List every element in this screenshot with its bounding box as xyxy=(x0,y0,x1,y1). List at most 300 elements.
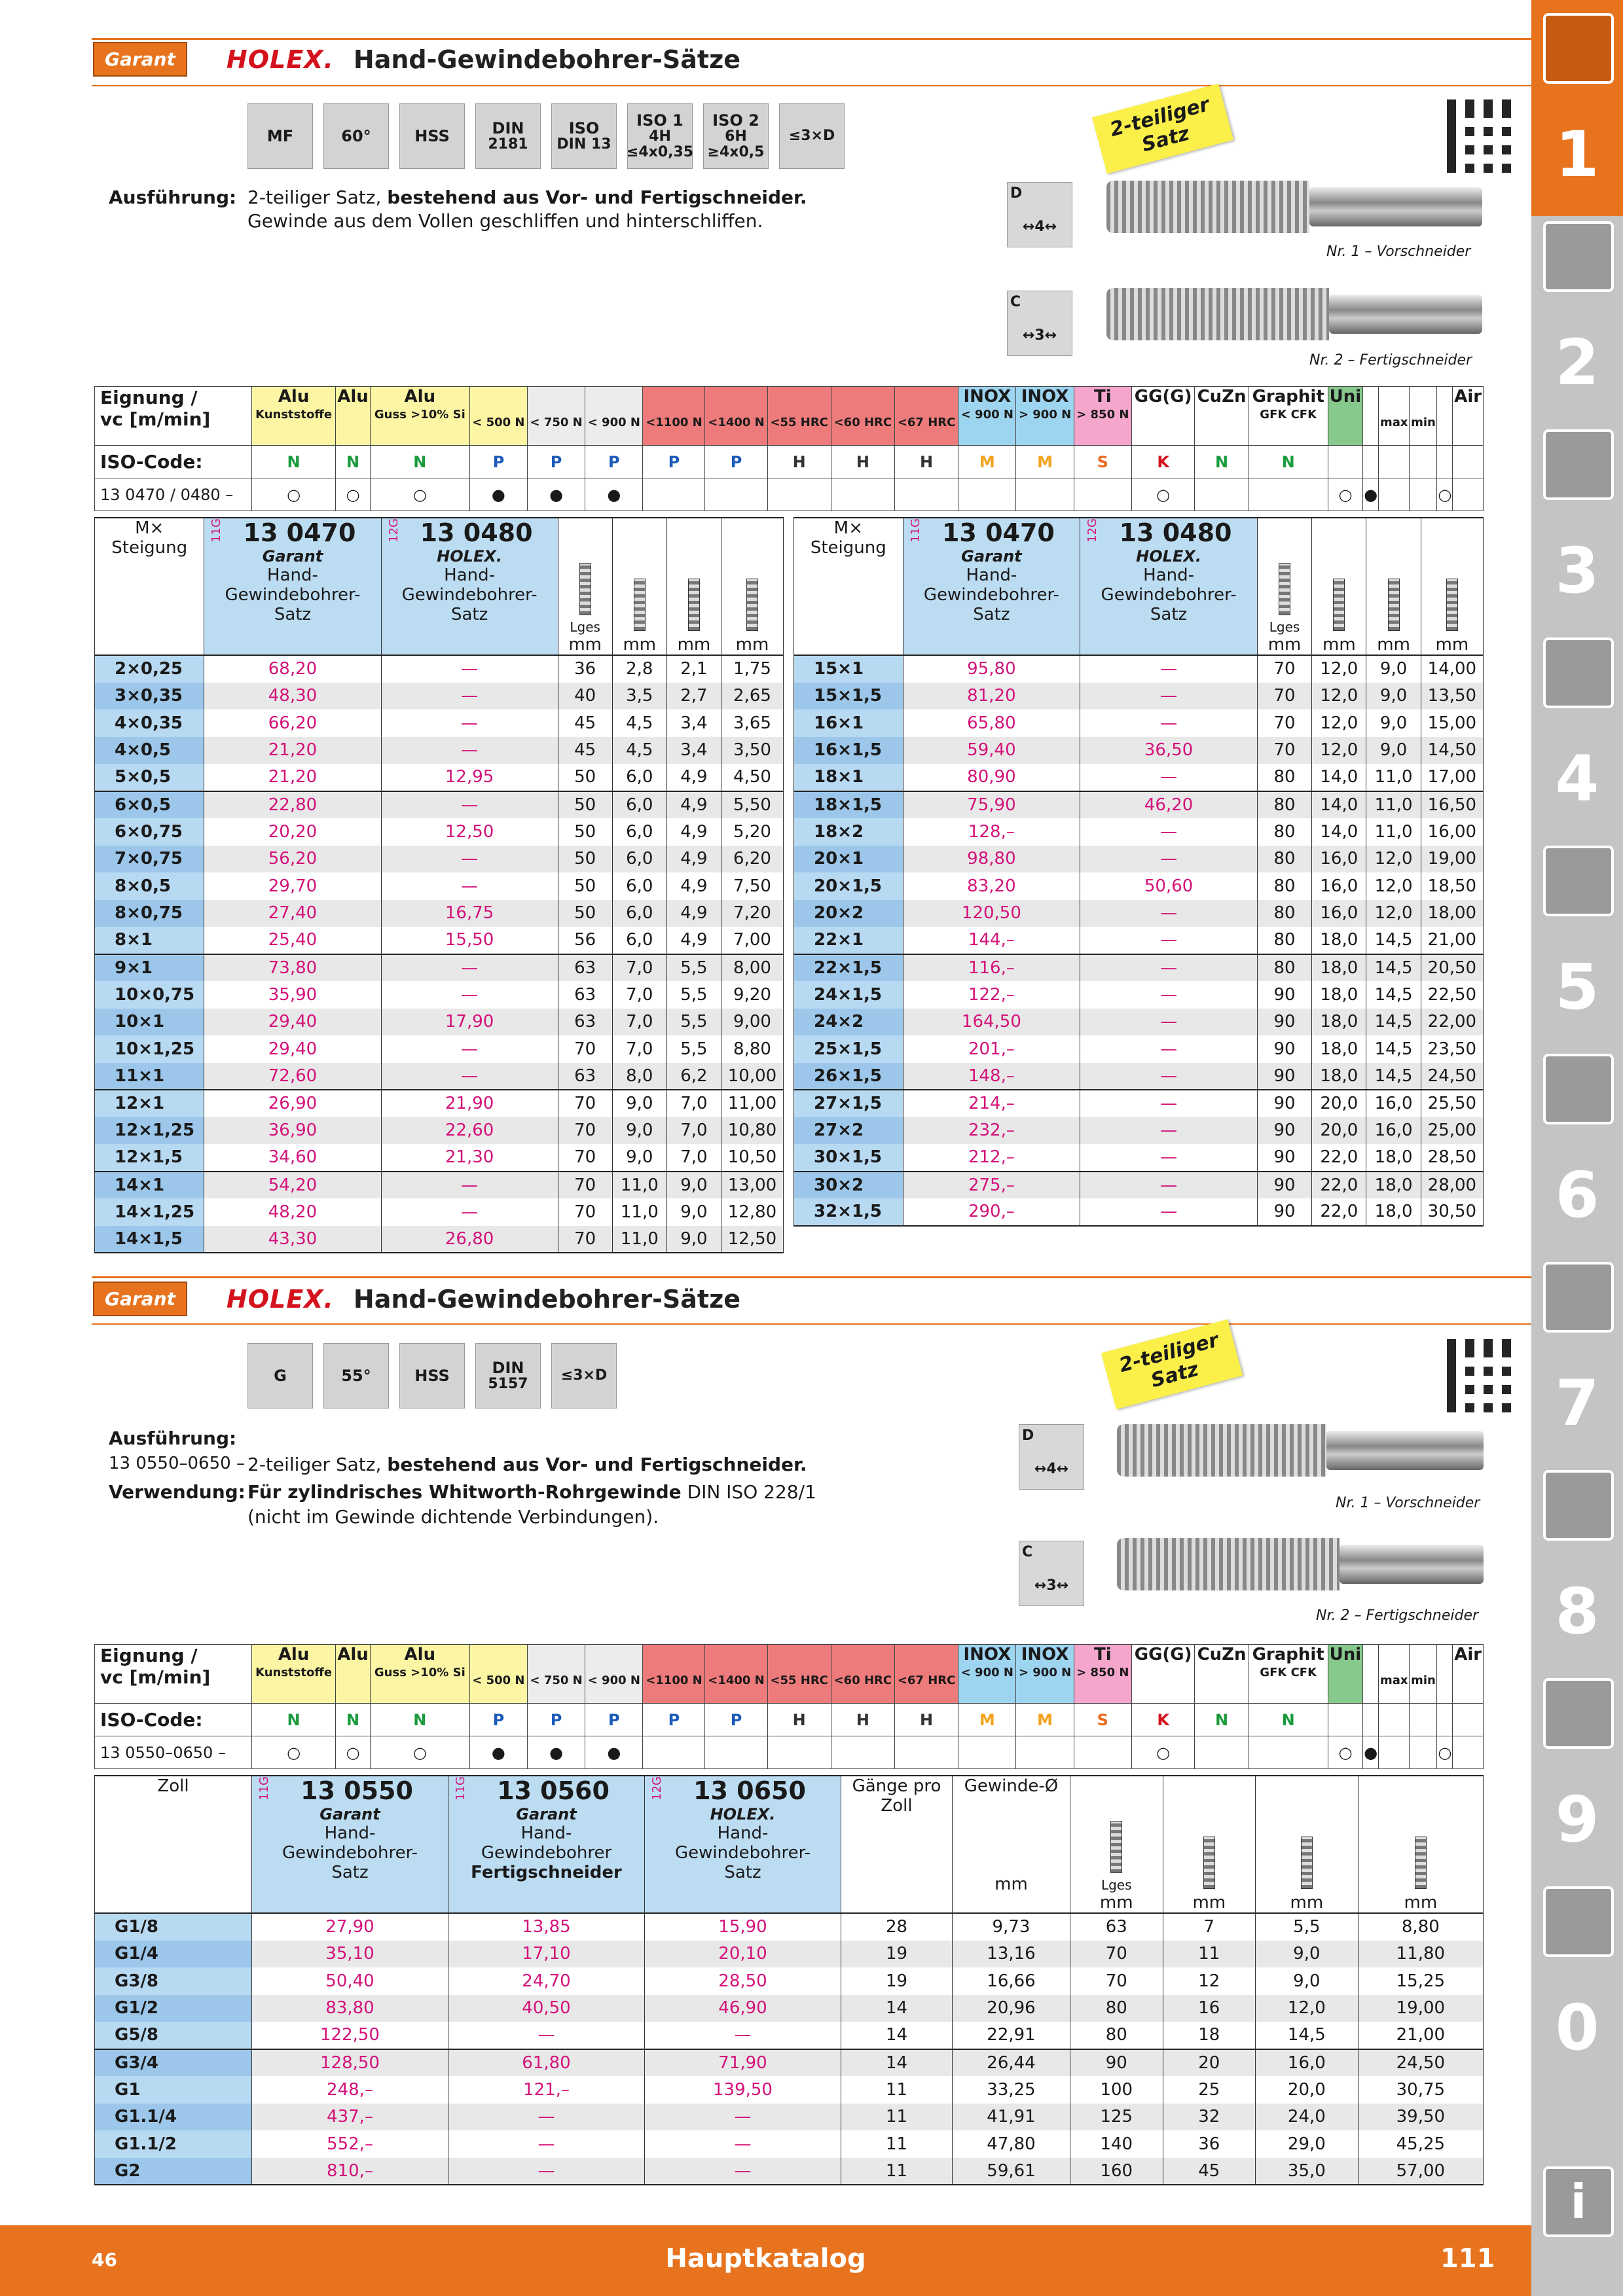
table-cell: 11×1 xyxy=(95,1063,204,1090)
side-tab-number[interactable]: 8 xyxy=(1555,1575,1599,1648)
table-cell: — xyxy=(381,872,558,900)
table-cell: 66,20 xyxy=(204,709,381,737)
table-cell: G5/8 xyxy=(95,2022,252,2049)
table-cell: 22,00 xyxy=(1421,1009,1483,1036)
table-cell: 20,0 xyxy=(1256,2076,1359,2104)
table-cell: 80 xyxy=(1257,764,1311,791)
table-cell: 40,50 xyxy=(448,1995,645,2022)
table-cell: 8,80 xyxy=(721,1035,783,1063)
suitability-mark: ○ xyxy=(1437,1736,1453,1769)
table-cell: 63 xyxy=(558,981,612,1009)
holex-logo-2: HOLEX. xyxy=(226,1284,334,1314)
product-header: 12G 13 0480 HOLEX. Hand- Gewindebohrer- Satz xyxy=(381,518,558,655)
table-cell: 70 xyxy=(558,1090,612,1117)
table-cell: 65,80 xyxy=(903,709,1080,737)
table-cell: 18,0 xyxy=(1312,1035,1366,1063)
table-cell: 12,50 xyxy=(381,818,558,846)
table-cell: — xyxy=(1080,1009,1258,1036)
desc-line1a: 2-teiliger Satz, xyxy=(247,187,388,208)
table-cell: 10×0,75 xyxy=(95,981,204,1009)
table-cell: 36,50 xyxy=(1080,737,1258,764)
material-col: <55 HRC xyxy=(767,1645,831,1704)
table-cell: 6×0,5 xyxy=(95,791,204,819)
material-col: Alu Guss >10% Si xyxy=(370,387,469,446)
suitability-mark xyxy=(1074,1736,1131,1769)
table-cell: G1 xyxy=(95,2076,252,2104)
table-cell: 290,– xyxy=(903,1198,1080,1226)
top-rule xyxy=(92,38,1531,40)
iso-label: ISO-Code: xyxy=(95,1704,252,1736)
table-cell: 10,80 xyxy=(721,1117,783,1145)
table-cell: 35,90 xyxy=(204,981,381,1009)
table-cell: 12,0 xyxy=(1366,872,1421,900)
table-cell: — xyxy=(1080,818,1258,846)
title-rule-2 xyxy=(92,1323,1531,1325)
side-tab-icon[interactable] xyxy=(1543,846,1614,916)
table-cell: — xyxy=(448,2158,645,2185)
iso-code xyxy=(1363,446,1379,478)
side-tab-icon[interactable] xyxy=(1543,1262,1614,1333)
table-cell: 15,50 xyxy=(381,927,558,954)
table-cell: 75,90 xyxy=(903,791,1080,819)
table-cell: 7×0,75 xyxy=(95,846,204,873)
table-row xyxy=(794,1117,1484,1145)
table-row xyxy=(95,2158,1484,2185)
material-col xyxy=(1363,387,1379,446)
table-row xyxy=(95,1009,784,1036)
holex-logo: HOLEX. xyxy=(226,45,334,74)
table-cell: 5,5 xyxy=(666,954,721,982)
table-cell: 20,50 xyxy=(1421,954,1483,982)
table-cell: 70 xyxy=(1257,737,1311,764)
desc-line2: Gewinde aus dem Vollen geschliffen und hinterschliffen. xyxy=(247,210,763,232)
material-col xyxy=(1437,1645,1453,1704)
iso-code xyxy=(1410,1704,1437,1736)
tool4-shank xyxy=(1340,1545,1484,1584)
table-cell: 27×1,5 xyxy=(794,1090,903,1117)
table-cell: 16,0 xyxy=(1312,846,1366,873)
table-row xyxy=(95,709,784,737)
side-tab-number[interactable]: 6 xyxy=(1555,1158,1599,1232)
table-right xyxy=(793,517,1484,1227)
table-cell: 50,60 xyxy=(1080,872,1258,900)
desc2-text3: (nicht im Gewinde dichtende Verbindungen). xyxy=(247,1506,659,1528)
side-tab-number[interactable]: 0 xyxy=(1555,1991,1599,2064)
table-cell: 7,0 xyxy=(612,1009,666,1036)
table-cell: 22×1 xyxy=(794,927,903,954)
table-cell: 16,0 xyxy=(1366,1090,1421,1117)
table-cell: 20,0 xyxy=(1312,1090,1366,1117)
dimension-header: mm xyxy=(721,518,783,655)
table-cell: 13,00 xyxy=(721,1172,783,1199)
side-tab-number[interactable]: 7 xyxy=(1555,1367,1599,1440)
table-cell: 24,50 xyxy=(1358,2049,1483,2077)
table-cell: 61,80 xyxy=(448,2049,645,2077)
spec-icon: G xyxy=(247,1343,313,1408)
table-cell: 12,50 xyxy=(721,1226,783,1253)
table-cell: 6,0 xyxy=(612,818,666,846)
side-tab-icon[interactable] xyxy=(1543,1054,1614,1124)
table-cell: 16,75 xyxy=(381,900,558,927)
gewinde-header: Gewinde-Ø mm xyxy=(953,1776,1070,1913)
table-cell: 214,– xyxy=(903,1090,1080,1117)
table-cell: 54,20 xyxy=(204,1172,381,1199)
side-tab-icon[interactable]: i xyxy=(1543,2166,1614,2237)
table-cell: 6,0 xyxy=(612,846,666,873)
table-cell: 4,5 xyxy=(612,709,666,737)
table-cell: 7,0 xyxy=(666,1144,721,1172)
table-cell: — xyxy=(448,2022,645,2049)
table-row xyxy=(95,1035,784,1063)
table-cell: 16×1,5 xyxy=(794,737,903,764)
table-cell: — xyxy=(381,1198,558,1226)
table-cell: 9×1 xyxy=(95,954,204,982)
table-cell: 12,0 xyxy=(1312,655,1366,683)
table-cell: 164,50 xyxy=(903,1009,1080,1036)
side-tab-icon[interactable] xyxy=(1543,1470,1614,1541)
table-cell: 4,9 xyxy=(666,818,721,846)
table-row xyxy=(794,818,1484,846)
table-cell: 70 xyxy=(558,1226,612,1253)
side-tab-number[interactable]: 4 xyxy=(1555,742,1599,816)
table-cell: 14,0 xyxy=(1312,791,1366,819)
table-cell: 4×0,35 xyxy=(95,709,204,737)
material-col: < 750 N xyxy=(527,387,585,446)
table-cell: 7,00 xyxy=(721,927,783,954)
table-cell: 80 xyxy=(1257,846,1311,873)
iso-code: M xyxy=(958,1704,1016,1736)
side-tab-number[interactable]: 3 xyxy=(1555,534,1599,607)
table-cell: 4,9 xyxy=(666,764,721,791)
table-row xyxy=(95,900,784,927)
spec-icon: ISO 1 4H ≤4x0,35 xyxy=(627,103,693,169)
iso-code: H xyxy=(831,1704,894,1736)
table-row xyxy=(95,2104,1484,2131)
iso-code: P xyxy=(643,1704,705,1736)
table-cell: 437,– xyxy=(252,2104,448,2131)
footer-title: Hauptkatalog xyxy=(665,2244,866,2274)
table-cell: — xyxy=(1080,1172,1258,1199)
table-row xyxy=(794,981,1484,1009)
table-cell: 12,0 xyxy=(1366,846,1421,873)
table-cell: 9,0 xyxy=(666,1172,721,1199)
material-col: <1100 N xyxy=(643,1645,705,1704)
table-row xyxy=(95,791,784,819)
table-cell: 9,0 xyxy=(612,1090,666,1117)
side-tab-number[interactable]: 2 xyxy=(1555,326,1599,399)
tool1-tag: D ↔4↔ xyxy=(1007,182,1072,247)
table-row xyxy=(95,846,784,873)
table-cell: — xyxy=(381,737,558,764)
suitability-mark: ○ xyxy=(252,1736,336,1769)
sticker: 2-teiliger Satz xyxy=(1092,84,1233,174)
table-cell: 80 xyxy=(1070,1995,1163,2022)
table-row xyxy=(794,683,1484,710)
side-tab-icon[interactable] xyxy=(1543,221,1614,292)
table-cell: 7,0 xyxy=(612,954,666,982)
suitability-mark xyxy=(705,1736,767,1769)
tool4-caption: Nr. 2 – Fertigschneider xyxy=(1316,1607,1479,1624)
iso-code xyxy=(1453,446,1484,478)
table-row xyxy=(794,900,1484,927)
table-cell: 17,10 xyxy=(448,1941,645,1968)
table-cell: 4,9 xyxy=(666,846,721,873)
table-cell: 21,90 xyxy=(381,1090,558,1117)
table-cell: 63 xyxy=(558,954,612,982)
material-col: Alu xyxy=(336,1645,371,1704)
suitability-mark: ○ xyxy=(370,478,469,511)
table-cell: 18×1,5 xyxy=(794,791,903,819)
table-cell: 2,8 xyxy=(612,655,666,683)
side-tab-number[interactable]: 9 xyxy=(1555,1783,1599,1856)
side-tab-number[interactable]: 1 xyxy=(1555,118,1599,191)
suitability-mark: ● xyxy=(469,1736,527,1769)
table-cell: 56 xyxy=(558,927,612,954)
product-header: 11G 13 0470 Garant Hand- Gewindebohrer- Satz xyxy=(903,518,1080,655)
material-col: < 750 N xyxy=(527,1645,585,1704)
iso-code xyxy=(1379,446,1410,478)
side-tab-icon[interactable] xyxy=(1543,1678,1614,1749)
table-cell: 6,0 xyxy=(612,927,666,954)
table-cell: 30,75 xyxy=(1358,2076,1483,2104)
iso-code xyxy=(1437,1704,1453,1736)
table-cell: 15,25 xyxy=(1358,1967,1483,1995)
suitability-mark: ○ xyxy=(252,478,336,511)
table-cell: 80 xyxy=(1257,954,1311,982)
table-cell: 24,70 xyxy=(448,1967,645,1995)
table-cell: 7,0 xyxy=(612,1035,666,1063)
suitability-mark xyxy=(1195,478,1249,511)
page-left-number: 46 xyxy=(92,2249,117,2270)
suitability-mark xyxy=(643,478,705,511)
table-cell: 12,0 xyxy=(1312,709,1366,737)
table-cell: 70 xyxy=(558,1144,612,1172)
table-cell: 4,5 xyxy=(612,737,666,764)
material-col: INOX < 900 N xyxy=(958,1645,1016,1704)
table-cell: G1.1/4 xyxy=(95,2104,252,2131)
table-cell: 9,0 xyxy=(612,1117,666,1145)
section2-rule xyxy=(92,1276,1531,1278)
material-col: Uni xyxy=(1328,1645,1363,1704)
table-cell: 4,9 xyxy=(666,791,721,819)
table-cell: 4×0,5 xyxy=(95,737,204,764)
size-header: M× Steigung xyxy=(95,518,204,655)
table-cell: 50,40 xyxy=(252,1967,448,1995)
table-cell: 122,– xyxy=(903,981,1080,1009)
table-cell: 59,40 xyxy=(903,737,1080,764)
spec-icons-2 xyxy=(247,1343,617,1408)
table-cell: — xyxy=(1080,981,1258,1009)
dimension-header: Lges mm xyxy=(558,518,612,655)
table-cell: 15×1 xyxy=(794,655,903,683)
table-cell: 14,0 xyxy=(1312,818,1366,846)
table-cell: 29,0 xyxy=(1256,2130,1359,2158)
table-cell: 98,80 xyxy=(903,846,1080,873)
table-cell: 5,20 xyxy=(721,818,783,846)
iso-code: N xyxy=(1195,1704,1249,1736)
table-cell: 9,20 xyxy=(721,981,783,1009)
dimension-header: Lges mm xyxy=(1257,518,1311,655)
suitability-mark xyxy=(767,1736,831,1769)
table-cell: 4,9 xyxy=(666,900,721,927)
table-cell: 18,0 xyxy=(1366,1198,1421,1226)
table-cell: 32 xyxy=(1163,2104,1256,2131)
side-tab-number[interactable]: 5 xyxy=(1555,950,1599,1024)
iso-code xyxy=(1379,1704,1410,1736)
table-cell: 18,0 xyxy=(1366,1172,1421,1199)
table-cell: 201,– xyxy=(903,1035,1080,1063)
table-cell: 5,5 xyxy=(666,981,721,1009)
suitability-mark xyxy=(1074,478,1131,511)
table-cell: 13,16 xyxy=(953,1941,1070,1968)
side-tab-icon[interactable] xyxy=(1543,429,1614,500)
table-cell: 8,00 xyxy=(721,954,783,982)
material-col: < 900 N xyxy=(585,387,643,446)
table-row xyxy=(95,683,784,710)
table-cell: 90 xyxy=(1257,1009,1311,1036)
table-cell: 8×1 xyxy=(95,927,204,954)
table-cell: 18,0 xyxy=(1312,981,1366,1009)
table-cell: 19,00 xyxy=(1358,1995,1483,2022)
table-cell: — xyxy=(645,2130,841,2158)
spec-icon: ISO 2 6H ≥4x0,5 xyxy=(703,103,769,169)
table-row xyxy=(794,791,1484,819)
table-row xyxy=(95,1198,784,1226)
suitability-mark xyxy=(1453,1736,1484,1769)
iso-code: M xyxy=(1016,1704,1074,1736)
iso-code: N xyxy=(336,446,371,478)
iso-code: N xyxy=(1249,1704,1328,1736)
dimension-header: mm xyxy=(1256,1776,1359,1913)
iso-code: N xyxy=(370,446,469,478)
table-cell: 11 xyxy=(841,2158,953,2185)
table-cell: 30×2 xyxy=(794,1172,903,1199)
table-cell: 3,50 xyxy=(721,737,783,764)
table-cell: 3,4 xyxy=(666,709,721,737)
table-cell: 36,90 xyxy=(204,1117,381,1145)
table-row xyxy=(794,872,1484,900)
material-col: <1100 N xyxy=(643,387,705,446)
table-cell: 11,0 xyxy=(612,1198,666,1226)
table-cell: — xyxy=(381,846,558,873)
iso-code: N xyxy=(336,1704,371,1736)
table-cell: 29,40 xyxy=(204,1035,381,1063)
spec-icon: ≤3×D xyxy=(779,103,845,169)
table-cell: 12×1 xyxy=(95,1090,204,1117)
table-cell: 18,0 xyxy=(1312,1063,1366,1090)
table-cell: 3,4 xyxy=(666,737,721,764)
table-row xyxy=(95,872,784,900)
iso-code: H xyxy=(894,1704,958,1736)
table-cell: — xyxy=(1080,1035,1258,1063)
table-cell: 81,20 xyxy=(903,683,1080,710)
iso-code: P xyxy=(585,446,643,478)
table-cell: 24×2 xyxy=(794,1009,903,1036)
table-cell: 12,0 xyxy=(1256,1995,1359,2022)
table-cell: 14 xyxy=(841,2049,953,2077)
iso-label: ISO-Code: xyxy=(95,446,252,478)
side-tab-icon[interactable] xyxy=(1543,637,1614,708)
table-row xyxy=(95,1226,784,1253)
table-cell: 16 xyxy=(1163,1995,1256,2022)
side-tab-icon[interactable] xyxy=(1543,1886,1614,1957)
table-cell: — xyxy=(1080,655,1258,683)
table-cell: 63 xyxy=(1070,1913,1163,1941)
table-cell: — xyxy=(1080,954,1258,982)
table-row xyxy=(95,764,784,791)
table-row xyxy=(95,2049,1484,2077)
table-cell: 11 xyxy=(1163,1941,1256,1968)
table-cell: 7 xyxy=(1163,1913,1256,1941)
iso-code: P xyxy=(527,446,585,478)
suitability-mark: ○ xyxy=(336,478,371,511)
table-row xyxy=(95,1967,1484,1995)
table-cell: 7,20 xyxy=(721,900,783,927)
iso-code: N xyxy=(370,1704,469,1736)
dimension-header: mm xyxy=(612,518,666,655)
table-cell: 22,80 xyxy=(204,791,381,819)
table-cell: G1.1/2 xyxy=(95,2130,252,2158)
table-cell: 30×1,5 xyxy=(794,1144,903,1172)
table-cell: 16,66 xyxy=(953,1967,1070,1995)
table-cell: 6,0 xyxy=(612,791,666,819)
table-cell: 39,50 xyxy=(1358,2104,1483,2131)
material-col: GG(G) xyxy=(1131,1645,1194,1704)
table-cell: 10,00 xyxy=(721,1063,783,1090)
table-cell: 90 xyxy=(1257,1172,1311,1199)
table-cell: 20 xyxy=(1163,2049,1256,2077)
table-cell: — xyxy=(645,2022,841,2049)
iso-code: P xyxy=(643,446,705,478)
table-cell: — xyxy=(381,1172,558,1199)
table-cell: 11,0 xyxy=(1366,818,1421,846)
suitability-mark xyxy=(1016,1736,1074,1769)
side-tab-icon[interactable] xyxy=(1543,13,1614,84)
suitability-mark xyxy=(643,1736,705,1769)
table-cell: — xyxy=(448,2104,645,2131)
iso-code: N xyxy=(252,446,336,478)
spec-icon: 60° xyxy=(323,103,389,169)
table-row xyxy=(794,846,1484,873)
tool4-tag: C ↔3↔ xyxy=(1019,1541,1084,1606)
material-col: Graphit GFK CFK xyxy=(1249,1645,1328,1704)
material-col: Air xyxy=(1453,1645,1484,1704)
table-cell: 14,5 xyxy=(1366,1035,1421,1063)
table-cell: 63 xyxy=(558,1009,612,1036)
table-cell: 19 xyxy=(841,1967,953,1995)
table-cell: 22,0 xyxy=(1312,1172,1366,1199)
table-cell: 83,80 xyxy=(252,1995,448,2022)
material-col: Uni xyxy=(1328,387,1363,446)
spec-icon: 55° xyxy=(323,1343,389,1408)
table-cell: 9,0 xyxy=(1366,709,1421,737)
table-cell: 35,10 xyxy=(252,1941,448,1968)
table-cell: 20,10 xyxy=(645,1941,841,1968)
table-cell: 26,90 xyxy=(204,1090,381,1117)
table-cell: 5,50 xyxy=(721,791,783,819)
table-cell: 22,91 xyxy=(953,2022,1070,2049)
page-right-number: 111 xyxy=(1440,2244,1495,2274)
table-cell: 3×0,35 xyxy=(95,683,204,710)
table-cell: 6,20 xyxy=(721,846,783,873)
tool4-thread xyxy=(1117,1538,1340,1590)
iso-code: N xyxy=(1249,446,1328,478)
table-cell: 140 xyxy=(1070,2130,1163,2158)
qr-code xyxy=(1447,99,1520,173)
table-cell: 46,20 xyxy=(1080,791,1258,819)
desc-text xyxy=(247,186,807,234)
table-cell: 23,50 xyxy=(1421,1035,1483,1063)
